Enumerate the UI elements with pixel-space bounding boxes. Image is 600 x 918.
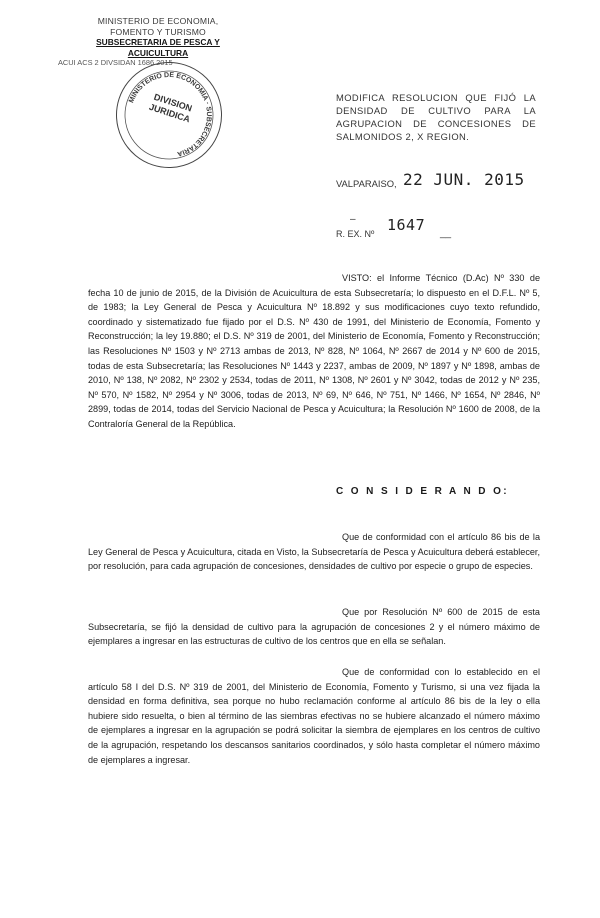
date-stamp: 22 JUN. 2015: [403, 170, 525, 189]
resolution-title: [336, 91, 536, 143]
stamp-center-text: DIVISION JURIDICA: [147, 91, 194, 125]
title-line: SALMONIDOS 2, X REGION.: [336, 131, 470, 142]
considerando-paragraph-2: Que por Resolución Nº 600 de 2015 de esta Subsecretaría, se fijó la densidad de cultivo para la agrupación de concesiones 2 y el número máximo de ejemplares a ingresar en las estructuras de cultivo de los centros que en ella se señalan.: [88, 607, 540, 647]
rex-label: R. EX. Nº: [336, 229, 375, 239]
considerando-paragraph-3: Que de conformidad con lo establecido en el artículo 58 I del D.S. Nº 319 de 2001, del Ministerio de Economía, Fomento y Turismo, si una vez fijada la densidad en forma definitiva, sea porque no hubo reclamación conforme al artículo 86 bis de la ley o ella hubiere sido resuelta, o bien al término de las siembras efectivas no se hubiere alcanzado el número máximo de ejemplares a ingresar en la agrupación se podrá solicitar la siembra de ejemplares en los centros de cultivo de la agrupación, respetando los descansos sanitarios coordinados, y sólo hasta completar el número máximo de ejemplares a ingresar.: [88, 667, 540, 765]
ministry-name: MINISTERIO DE ECONOMIA,: [97, 16, 219, 26]
subsecretaria-name: SUBSECRETARIA DE PESCA Y ACUICULTURA: [96, 37, 220, 58]
rex-dash: –: [350, 214, 356, 225]
title-line: AGRUPACION DE CONCESIONES DE: [336, 118, 536, 129]
stamp-ring-text: MINISTERIO DE ECONOMIA · SUBSECRETARIA: [128, 71, 213, 158]
title-line: MODIFICA RESOLUCION QUE FIJÓ LA: [336, 92, 536, 103]
title-line: DENSIDAD DE CULTIVO PARA LA: [336, 105, 536, 116]
place-label: VALPARAISO,: [336, 178, 397, 189]
visto-paragraph: VISTO: el Informe Técnico (D.Ac) Nº 330 de fecha 10 de junio de 2015, de la División de Acuicultura de esta Subsecretaría; lo dispuesto en el D.F.L. Nº 5, de 1983; la Ley General de Pesca y Acuicultura Nº 18.892 y sus modificaciones cuyo texto refundido, coordinado y sistematizado fue fijado por el D.S. Nº 430 de 1991, del Ministerio de Economía, Fomento y Reconstrucción; la ley 19.880; el D.S. Nº 319 de 2001, del Ministerio de Economía, Fomento y Reconstrucción; las Resoluciones Nº 1503 y Nº 2713 ambas de 2013, Nº 828, Nº 1064, Nº 2667 de 2014 y Nº 600 de 2015, todas de esta Subsecretaría; las Resoluciones Nº 1443 y 2237, ambas de 2009, Nº 1897 y Nº 1898, ambas de 2010, Nº 138, Nº 2082, Nº 2302 y 2534, todas de 2011, Nº 1308, Nº 2601 y Nº 3042, todas de 2012 y Nº 235, Nº 570, Nº 1582, Nº 2954 y Nº 3006, todas de 2013, Nº 69, Nº 646, Nº 751, Nº 1466, Nº 1654, Nº 2846, Nº 2899, todas de 2014, todas del Servicio Nacional de Pesca y Acuicultura; la Resolución Nº 1600 de 2008, de la Contraloría General de la República.: [88, 273, 540, 429]
rex-number: 1647: [387, 216, 426, 234]
considerando-heading: C O N S I D E R A N D O:: [336, 486, 509, 497]
considerando-paragraph-1: Que de conformidad con el artículo 86 bis de la Ley General de Pesca y Acuicultura, citada en Visto, la Subsecretaría de Pesca y Acuicultura deberá establecer, por resolución, para cada agrupación de concesiones, densidades de cultivo por especie o grupo de especies.: [88, 532, 540, 572]
rex-tail: __: [440, 228, 452, 239]
ministry-name-2: FOMENTO Y TURISMO: [110, 26, 206, 37]
division-reference: ACUI ACS 2 DIVSIDAN 1686 2015: [58, 58, 173, 67]
